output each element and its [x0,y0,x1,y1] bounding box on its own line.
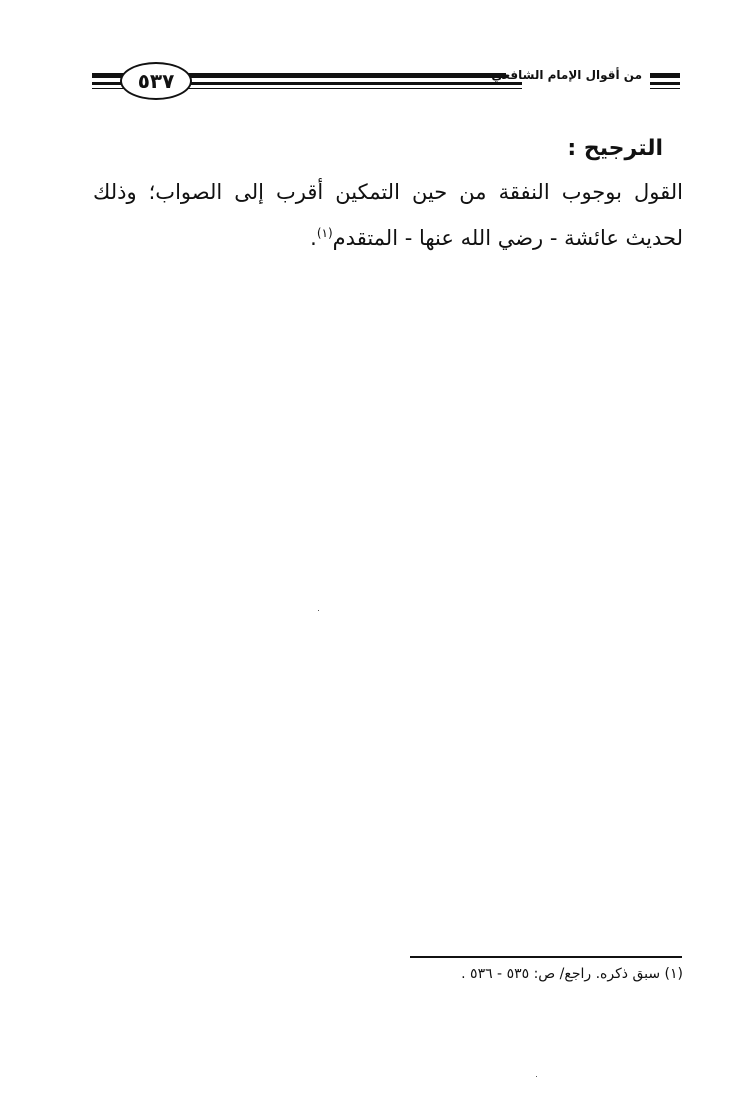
footnote-rule [410,956,682,958]
footnote-marker: (١) [316,226,333,240]
header-rule-mark [650,73,680,91]
paragraph-text: القول بوجوب النفقة من حين التمكين أقرب إلى الصواب؛ وذلك لحديث عائشة - رضي الله عنها - المتقدم [93,180,683,250]
footnote-text: (١) سبق ذكره. راجع/ ص: ٥٣٥ - ٥٣٦ . [461,966,683,982]
running-title: من أقوال الإمام الشافعي [506,68,648,82]
body-paragraph [93,172,683,259]
section-heading: الترجيح : [567,136,663,161]
paragraph-end: . [310,226,317,250]
scan-speck [536,1076,537,1077]
page-number: ٥٣٧ [120,62,192,100]
scan-speck [318,610,319,611]
